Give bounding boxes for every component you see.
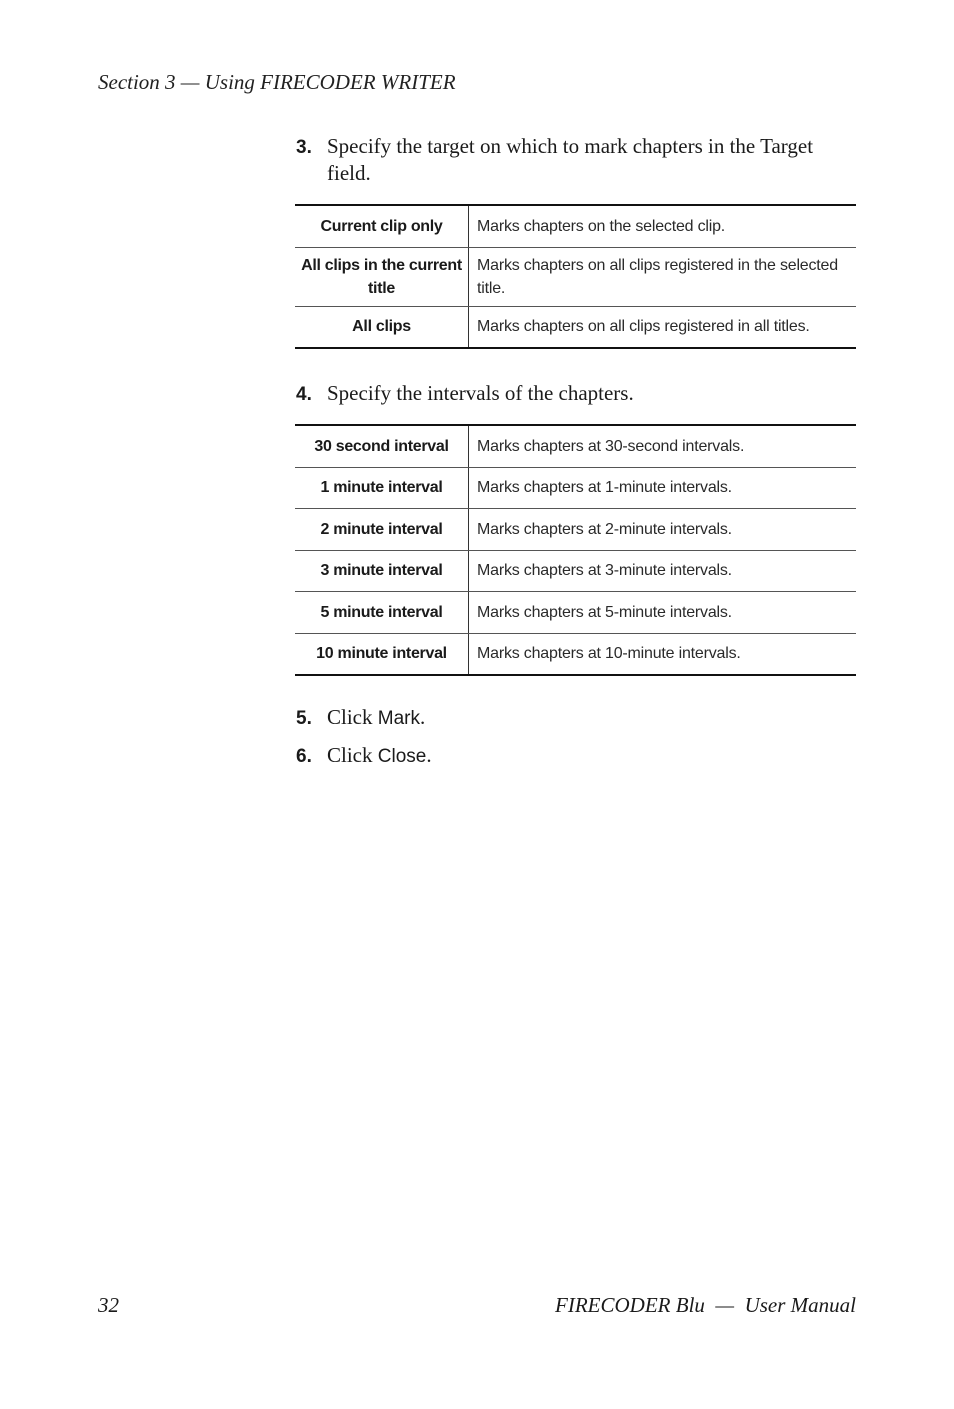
option-term: 10 minute interval xyxy=(295,633,469,675)
close-button-reference: Close xyxy=(377,746,427,767)
step-6 xyxy=(296,742,856,770)
option-description: Marks chapters on all clips registered in all titles. xyxy=(469,306,857,348)
option-term: All clips in the current title xyxy=(295,247,469,306)
step-number: 6. xyxy=(296,746,312,767)
option-term: 3 minute interval xyxy=(295,550,469,591)
table-row xyxy=(295,467,856,508)
option-description: Marks chapters at 30-second intervals. xyxy=(469,425,857,467)
interval-options-table xyxy=(295,424,856,676)
table-row xyxy=(295,205,856,247)
option-term: 1 minute interval xyxy=(295,467,469,508)
step-suffix: . xyxy=(426,743,432,767)
table-row xyxy=(295,550,856,591)
step-text xyxy=(327,742,856,770)
target-options-table xyxy=(295,204,856,349)
table-row xyxy=(295,633,856,675)
option-description: Marks chapters at 3-minute intervals. xyxy=(469,550,857,591)
step-number: 4. xyxy=(296,384,312,405)
step-5 xyxy=(296,704,856,732)
option-description: Marks chapters at 2-minute intervals. xyxy=(469,508,857,550)
option-description: Marks chapters on all clips registered in the selected title. xyxy=(469,247,857,306)
option-term: 30 second interval xyxy=(295,425,469,467)
step-suffix: . xyxy=(419,705,426,729)
table-row xyxy=(295,306,856,348)
step-text xyxy=(327,704,856,732)
table-row xyxy=(295,508,856,550)
table-row xyxy=(295,247,856,306)
option-description: Marks chapters on the selected clip. xyxy=(469,205,857,247)
mark-button-reference: Mark xyxy=(377,708,420,729)
step-prefix: Click xyxy=(327,705,378,729)
step-number: 5. xyxy=(296,708,312,729)
running-header: Section 3 — Using FIRECODER WRITER xyxy=(98,70,456,94)
option-description: Marks chapters at 10-minute intervals. xyxy=(469,633,857,675)
step-4 xyxy=(296,380,856,408)
step-3 xyxy=(296,133,856,187)
page-number: 32 xyxy=(98,1293,119,1317)
option-description: Marks chapters at 5-minute intervals. xyxy=(469,591,857,633)
table-row xyxy=(295,425,856,467)
option-description: Marks chapters at 1-minute intervals. xyxy=(469,467,857,508)
step-text: Specify the intervals of the chapters. xyxy=(327,381,634,405)
step-text: Specify the target on which to mark chapters in the Target field. xyxy=(327,134,814,185)
step-number: 3. xyxy=(296,137,312,158)
option-term: Current clip only xyxy=(295,205,469,247)
option-term: 5 minute interval xyxy=(295,591,469,633)
option-term: 2 minute interval xyxy=(295,508,469,550)
manual-title: FIRECODER Blu — User Manual xyxy=(555,1293,856,1317)
option-term: All clips xyxy=(295,306,469,348)
table-row xyxy=(295,591,856,633)
step-prefix: Click xyxy=(327,743,378,767)
